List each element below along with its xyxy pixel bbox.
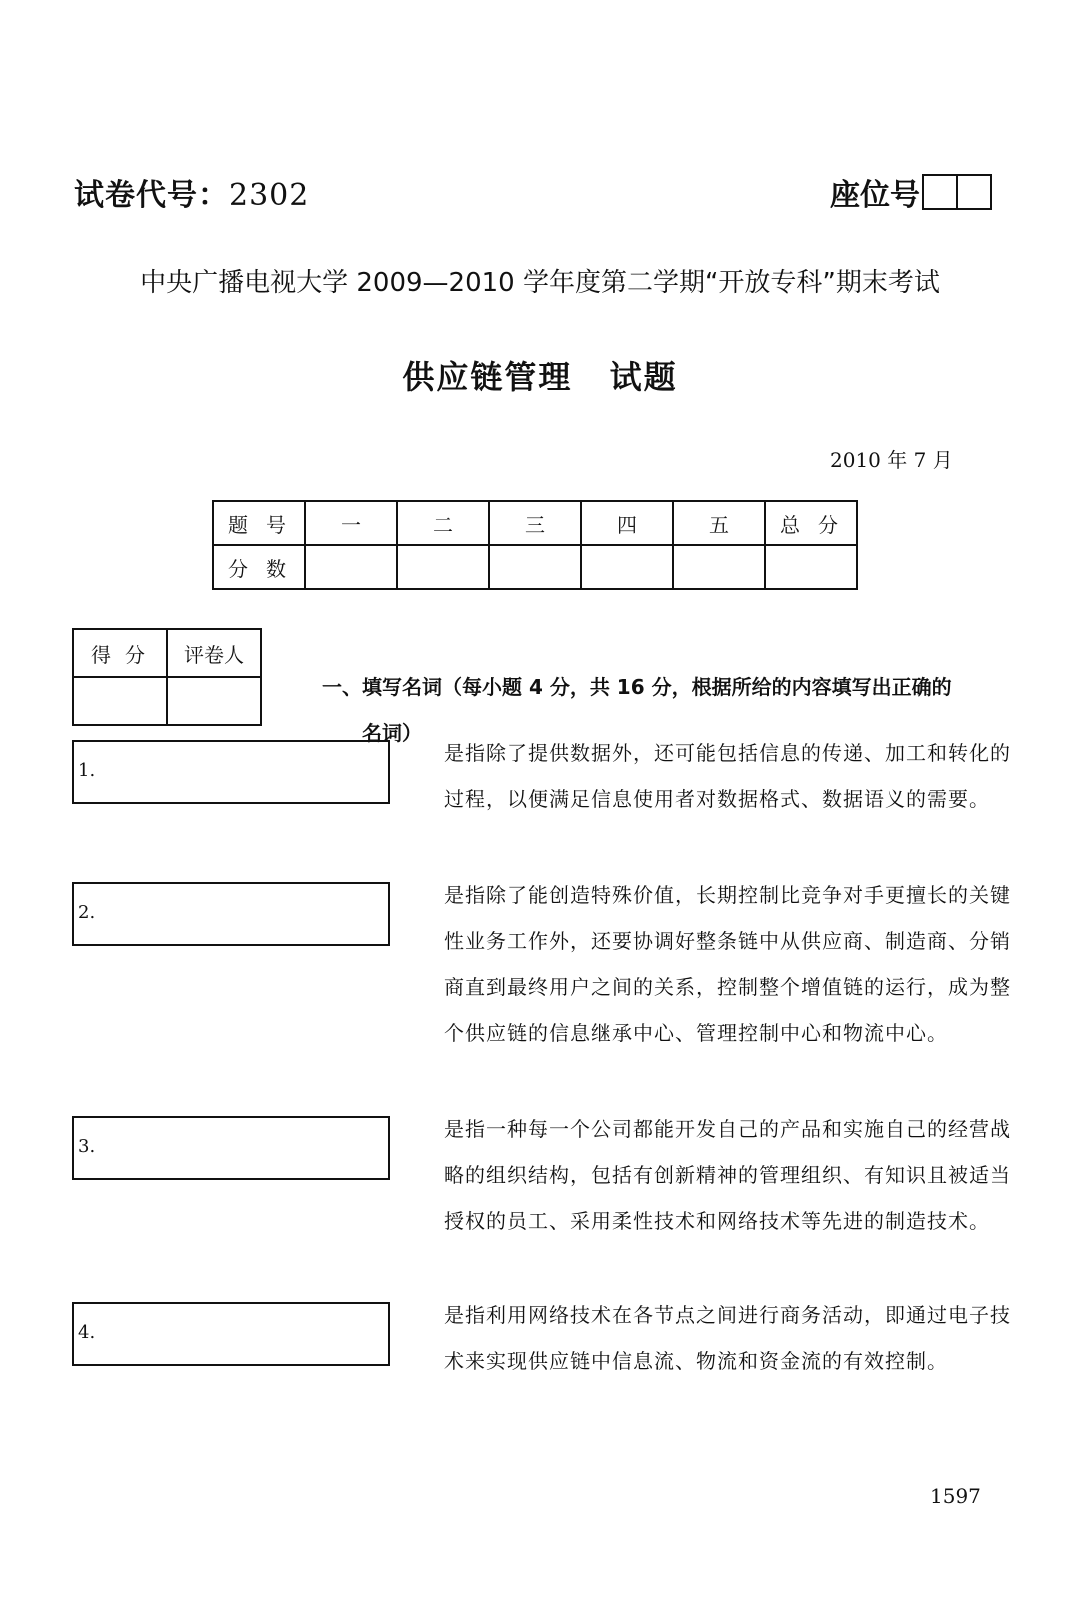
answer-box-2[interactable] bbox=[72, 882, 390, 946]
score-cell[interactable] bbox=[581, 545, 673, 589]
exam-code-value: 2302 bbox=[229, 178, 310, 213]
section-heading-line2: 名词） bbox=[362, 721, 422, 745]
answer-box-1[interactable] bbox=[72, 740, 390, 804]
score-table bbox=[212, 500, 858, 590]
seat-box[interactable] bbox=[924, 176, 956, 208]
question-number: 2. bbox=[78, 902, 96, 923]
question-number: 3. bbox=[78, 1136, 96, 1157]
answer-box-4[interactable] bbox=[72, 1302, 390, 1366]
question-number: 4. bbox=[78, 1322, 96, 1343]
exam-code bbox=[74, 170, 309, 214]
score-col-header: 二 bbox=[397, 501, 489, 545]
grader-table bbox=[72, 628, 262, 726]
seat-number bbox=[830, 170, 992, 214]
score-table-row-head: 题号 bbox=[213, 501, 305, 545]
seat-box[interactable] bbox=[956, 176, 990, 208]
answer-box-3[interactable] bbox=[72, 1116, 390, 1180]
seat-number-label: 座位号 bbox=[830, 178, 920, 213]
score-cell[interactable] bbox=[489, 545, 581, 589]
score-cell[interactable] bbox=[397, 545, 489, 589]
score-col-header: 四 bbox=[581, 501, 673, 545]
score-table-header-row bbox=[213, 501, 857, 545]
grader-score-cell[interactable] bbox=[73, 677, 167, 725]
page-number: 1597 bbox=[930, 1484, 981, 1508]
score-col-header: 三 bbox=[489, 501, 581, 545]
grader-name-header: 评卷人 bbox=[167, 629, 261, 677]
exam-subtitle: 中央广播电视大学 2009—2010 学年度第二学期“开放专科”期末考试 bbox=[140, 268, 940, 298]
score-cell-total[interactable] bbox=[765, 545, 857, 589]
question-definition-3: 是指一种每一个公司都能开发自己的产品和实施自己的经营战略的组织结构，包括有创新精神的管理组织、有知识且被适当授权的员工、采用柔性技术和网络技术等先进的制造技术。 bbox=[444, 1117, 1011, 1233]
grader-name-cell[interactable] bbox=[167, 677, 261, 725]
question-definition-2: 是指除了能创造特殊价值，长期控制比竞争对手更擅长的关键性业务工作外，还要协调好整条链中从供应商、制造商、分销商直到最终用户之间的关系，控制整个增值链的运行，成为整个供应链的信息继承中心、管理控制中心和物流中心。 bbox=[444, 883, 1011, 1045]
score-cell[interactable] bbox=[305, 545, 397, 589]
section-heading-line1: 一、填写名词（每小题 4 分，共 16 分，根据所给的内容填写出正确的 bbox=[322, 675, 952, 699]
score-cell[interactable] bbox=[673, 545, 765, 589]
score-table-score-row bbox=[213, 545, 857, 589]
seat-number-boxes[interactable] bbox=[922, 174, 992, 210]
exam-date: 2010 年 7 月 bbox=[830, 448, 953, 472]
question-definition-4: 是指利用网络技术在各节点之间进行商务活动，即通过电子技术来实现供应链中信息流、物流和资金流的有效控制。 bbox=[444, 1303, 1011, 1373]
exam-code-label: 试卷代号： bbox=[74, 178, 229, 213]
grader-score-header: 得分 bbox=[73, 629, 167, 677]
score-col-header-total: 总分 bbox=[765, 501, 857, 545]
score-table-row-head: 分数 bbox=[213, 545, 305, 589]
score-col-header: 五 bbox=[673, 501, 765, 545]
question-definition-1: 是指除了提供数据外，还可能包括信息的传递、加工和转化的过程，以便满足信息使用者对数据格式、数据语义的需要。 bbox=[444, 741, 1011, 811]
exam-title: 供应链管理 试题 bbox=[402, 358, 678, 396]
score-col-header: 一 bbox=[305, 501, 397, 545]
question-number: 1. bbox=[78, 760, 96, 781]
